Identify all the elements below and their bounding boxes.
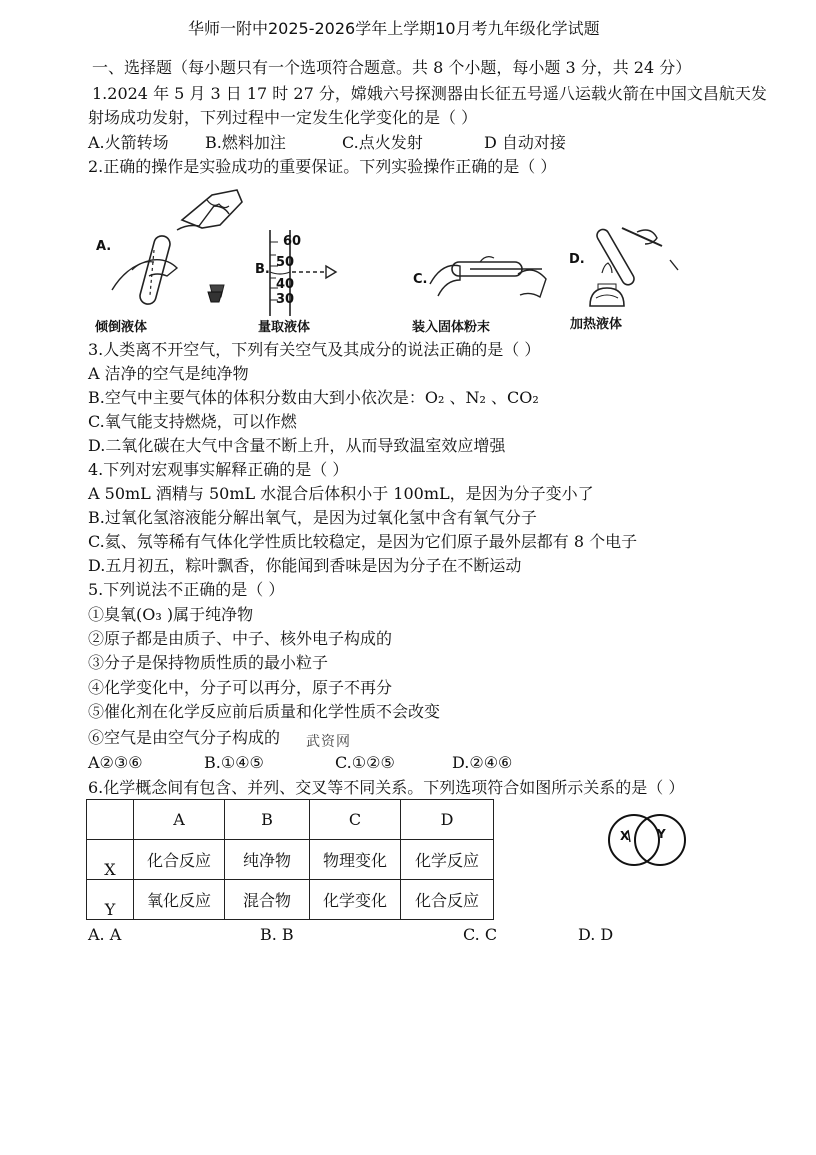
q5-statement-1: ①臭氧(O₃ )属于纯净物	[88, 605, 254, 624]
table-cell: 化合反应	[401, 880, 494, 920]
table-header-cell: A	[134, 800, 225, 840]
table-header-cell: B	[225, 800, 310, 840]
table-header-cell: C	[310, 800, 401, 840]
q5-option-b: B.①④⑤	[204, 753, 264, 772]
table-row	[87, 840, 494, 880]
table-cell: 混合物	[225, 880, 310, 920]
q4-stem: 4.下列对宏观事实解释正确的是（ ）	[88, 460, 349, 479]
table-cell: 纯净物	[225, 840, 310, 880]
cyl-tick-50: 50	[276, 255, 295, 270]
fig-d-letter: D.	[569, 252, 585, 267]
row-label-y: Y	[87, 880, 134, 920]
q1-option-a: A.火箭转场	[88, 133, 169, 152]
pour-liquid-figure	[92, 180, 252, 310]
q5-statement-4: ④化学变化中，分子可以再分，原子不再分	[88, 678, 393, 697]
q3-option-d: D.二氧化碳在大气中含量不断上升，从而导致温室效应增强	[88, 436, 506, 455]
q5-option-a: A②③⑥	[88, 753, 143, 772]
q5-option-d: D.②④⑥	[452, 753, 513, 772]
fig-d-caption: 加热液体	[570, 317, 623, 332]
cyl-tick-60: 60	[283, 234, 302, 249]
fig-c-caption: 装入固体粉末	[412, 320, 491, 335]
exam-title: 华师一附中2025-2026学年上学期10月考九年级化学试题	[188, 19, 600, 38]
table-header-cell	[87, 800, 134, 840]
q1-option-d: D 自动对接	[484, 133, 566, 152]
q5-statement-6: ⑥空气是由空气分子构成的	[88, 728, 281, 747]
table-header-row	[87, 800, 494, 840]
q2-stem: 2.正确的操作是实验成功的重要保证。下列实验操作正确的是（ ）	[88, 157, 557, 176]
section-heading: 一、选择题（每小题只有一个选项符合题意。共 8 个小题，每小题 3 分，共 24 分）	[92, 58, 692, 77]
q4-option-b: B.过氧化氢溶液能分解出氧气，是因为过氧化氢中含有氧气分子	[88, 508, 537, 527]
q5-statement-5: ⑤催化剂在化学反应前后质量和化学性质不会改变	[88, 702, 441, 721]
q4-option-d: D.五月初五，粽叶飘香，你能闻到香味是因为分子在不断运动	[88, 556, 522, 575]
q1-option-c: C.点火发射	[342, 133, 423, 152]
table-header-cell: D	[401, 800, 494, 840]
q6-options-table	[86, 799, 494, 920]
q6-option-d: D. D	[578, 925, 614, 944]
table-cell: 化学变化	[310, 880, 401, 920]
q3-option-b: B.空气中主要气体的体积分数由大到小依次是：O₂ 、N₂ 、CO₂	[88, 388, 539, 407]
q6-option-c: C. C	[463, 925, 498, 944]
q5-stem: 5.下列说法不正确的是（ ）	[88, 580, 285, 599]
table-cell: 氧化反应	[134, 880, 225, 920]
q6-stem: 6.化学概念间有包含、并列、交叉等不同关系。下列选项符合如图所示关系的是（ ）	[88, 778, 685, 797]
venn-diagram	[606, 812, 692, 868]
table-cell: 化合反应	[134, 840, 225, 880]
q1-stem-line2: 射场成功发射，下列过程中一定发生化学变化的是（ ）	[88, 108, 478, 127]
stopper-icon	[206, 290, 224, 304]
q3-stem: 3.人类离不开空气，下列有关空气及其成分的说法正确的是（ ）	[88, 340, 541, 359]
q3-option-c: C.氧气能支持燃烧，可以作燃	[88, 412, 297, 431]
q4-option-a: A 50mL 酒精与 50mL 水混合后体积小于 100mL，是因为分子变小了	[88, 484, 594, 503]
q5-statement-3: ③分子是保持物质性质的最小粒子	[88, 653, 329, 672]
q1-option-b: B.燃料加注	[205, 133, 286, 152]
row-label-x: X	[87, 840, 134, 880]
table-row	[87, 880, 494, 920]
table-cell: 化学反应	[401, 840, 494, 880]
q5-statement-2: ②原子都是由质子、中子、核外电子构成的	[88, 629, 393, 648]
q5-option-c: C.①②⑤	[335, 753, 395, 772]
q6-option-b: B. B	[260, 925, 294, 944]
fig-b-letter: B.	[255, 262, 270, 277]
q4-option-c: C.氦、氖等稀有气体化学性质比较稳定，是因为它们原子最外层都有 8 个电子	[88, 532, 638, 551]
q6-option-a: A. A	[88, 925, 122, 944]
load-powder-figure	[420, 244, 550, 314]
cyl-tick-30: 30	[276, 292, 295, 307]
heat-liquid-figure	[582, 218, 692, 313]
watermark-text: 武资网	[306, 734, 351, 750]
venn-label-y: Y	[657, 827, 666, 841]
venn-label-x: X	[620, 829, 630, 843]
table-cell: 物理变化	[310, 840, 401, 880]
fig-a-letter: A.	[96, 239, 112, 254]
cyl-tick-40: 40	[276, 277, 295, 292]
fig-c-letter: C.	[413, 272, 428, 287]
q3-option-a: A 洁净的空气是纯净物	[88, 364, 249, 383]
fig-b-caption: 量取液体	[258, 320, 311, 335]
fig-a-caption: 倾倒液体	[95, 320, 148, 335]
q1-stem-line1: 1.2024 年 5 月 3 日 17 时 27 分，嫦娥六号探测器由长征五号遥八运载火箭在中国文昌航天发	[92, 84, 767, 103]
